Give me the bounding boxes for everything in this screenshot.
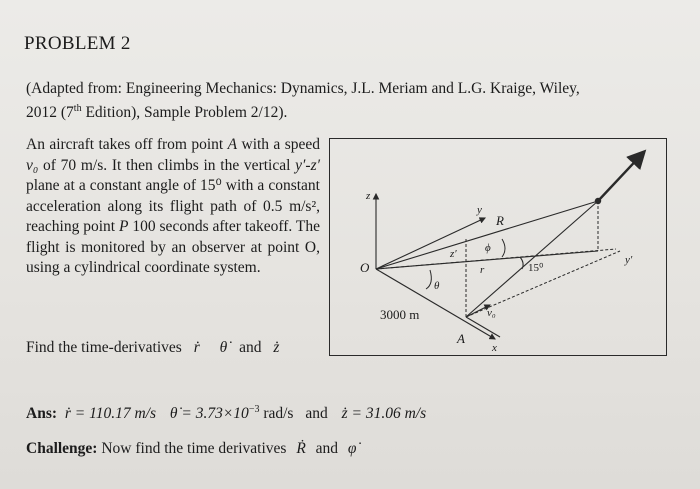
label-theta: θ xyxy=(434,280,440,292)
find-text: Find the time-derivatives xyxy=(26,339,182,356)
problem-text-4: plane at a constant angle of 15⁰ with a constant acceleration along its flight path of 0.5 m/s², reaching point xyxy=(26,177,320,235)
problem-text-1: An aircraft takes off from point xyxy=(26,136,228,153)
challenge-and: and xyxy=(315,440,339,457)
find-and: and xyxy=(239,339,262,356)
source-edition-sup: th xyxy=(73,103,82,114)
label-phi: ϕ xyxy=(485,242,491,254)
source-line-2-pre: 2012 (7 xyxy=(26,104,74,122)
theta-arc xyxy=(426,270,431,289)
answer-theta-unit: rad/s xyxy=(259,405,294,423)
angle-arc xyxy=(520,257,523,269)
aircraft-direction-arrow xyxy=(598,153,643,201)
label-x: x xyxy=(492,342,497,354)
flight-path xyxy=(466,201,598,317)
plane-symbol: y′-z′ xyxy=(295,156,320,174)
answer-theta-exponent: −3 xyxy=(248,404,260,415)
answer-and: and xyxy=(305,405,328,423)
problem-text-2: with a speed xyxy=(237,136,320,153)
answer-theta-dot: θ̇ = 3.73×10 xyxy=(169,405,249,423)
source-citation xyxy=(26,79,676,123)
phi-dot-symbol: φ̇ xyxy=(347,440,357,457)
label-v0: v₀ xyxy=(487,307,496,319)
z-dot-symbol: ż xyxy=(273,339,280,356)
label-z: z xyxy=(366,190,371,202)
R-vector xyxy=(376,201,598,269)
geometry-diagram xyxy=(329,138,667,356)
find-statement xyxy=(26,339,287,357)
challenge-line xyxy=(26,440,363,458)
problem-statement xyxy=(26,135,320,279)
label-R: R xyxy=(496,213,504,228)
challenge-text: Now find the time derivatives xyxy=(101,440,287,457)
point-p-marker xyxy=(595,198,601,204)
label-r: r xyxy=(480,264,485,276)
point-a-label: A xyxy=(227,136,238,153)
problem-text-3: of 70 m/s. It then climbs in the vertical xyxy=(38,156,296,174)
label-O: O xyxy=(360,260,370,275)
point-p-label: P xyxy=(119,218,129,235)
source-line-1: (Adapted from: Engineering Mechanics: Dynamics, J.L. Meriam and L.G. Kraige, Wiley, xyxy=(26,80,580,97)
problem-text-5: 100 seconds after takeoff. The flight is monitored by an observer at point O, using a cylindrical coordinate system. xyxy=(26,218,320,276)
diagram-svg xyxy=(330,139,668,357)
answer-label: Ans: xyxy=(26,405,58,423)
a-to-x xyxy=(466,317,500,337)
theta-dot-symbol: θ̇ xyxy=(219,339,228,356)
r-dot-symbol: ṙ xyxy=(193,339,200,356)
label-y: y xyxy=(477,204,482,216)
answer-r-dot: ṙ = 110.17 m/s xyxy=(64,405,157,423)
answer-line xyxy=(26,404,426,423)
label-A: A xyxy=(457,331,465,346)
label-angle: 15⁰ xyxy=(528,262,544,274)
label-distance: 3000 m xyxy=(380,307,420,322)
answer-z-dot: ż = 31.06 m/s xyxy=(341,405,427,423)
v0-symbol: v₀ xyxy=(26,156,39,174)
R-dot-symbol: Ṙ xyxy=(296,440,306,457)
challenge-label: Challenge: xyxy=(26,440,98,457)
phi-arc xyxy=(502,239,505,257)
label-z-prime: z′ xyxy=(450,248,457,260)
label-y-prime: y′ xyxy=(625,254,633,266)
problem-title: PROBLEM 2 xyxy=(24,33,131,54)
source-line-2-post: Edition), Sample Problem 2/12). xyxy=(81,104,288,122)
